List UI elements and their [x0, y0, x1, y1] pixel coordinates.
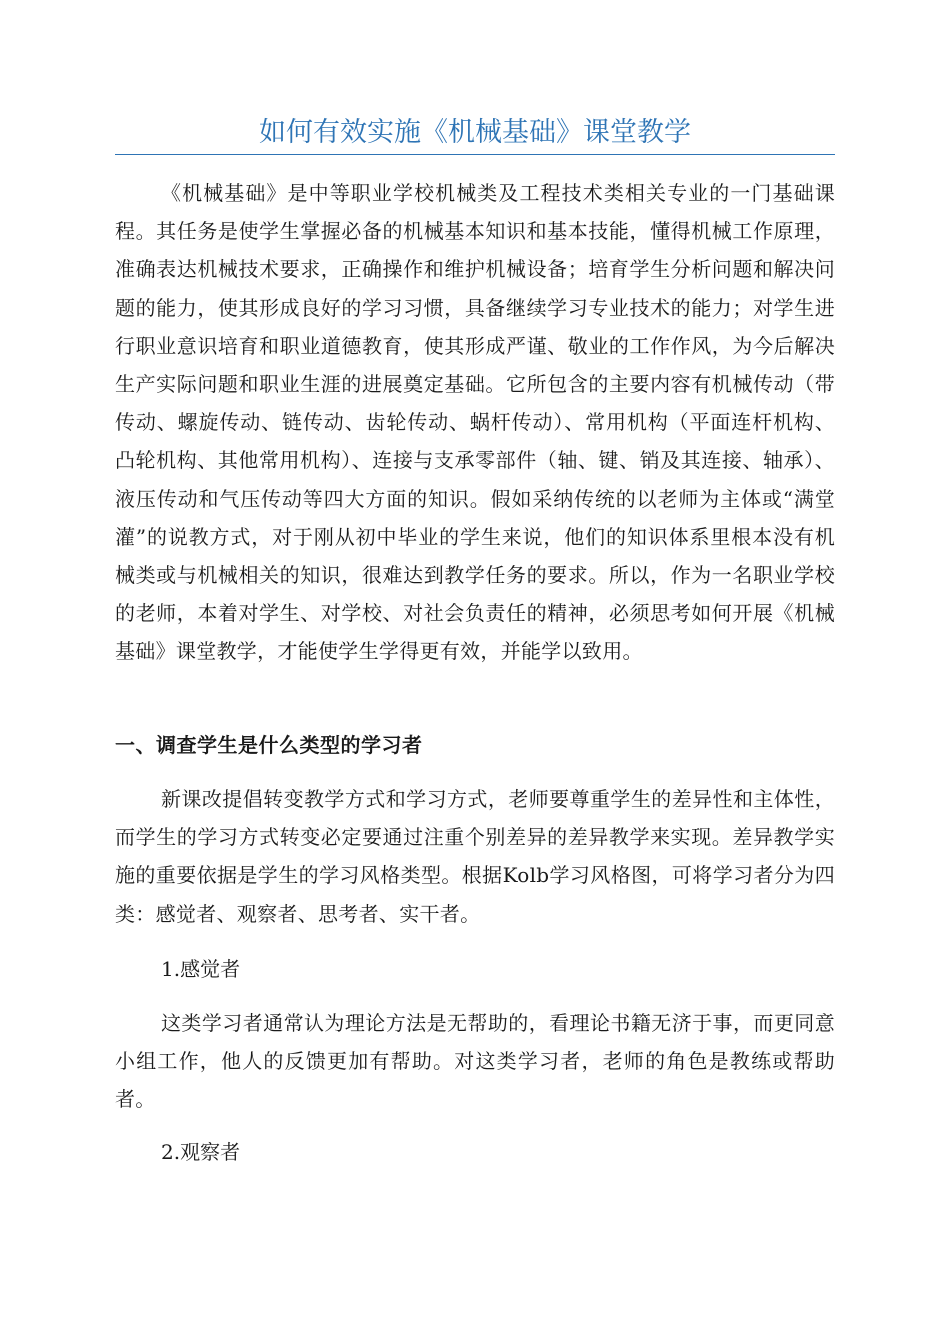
title-underline [115, 154, 835, 155]
item-2-heading: 2.观察者 [161, 1140, 241, 1164]
item-1-heading: 1.感觉者 [161, 957, 241, 981]
document-title: 如何有效实施《机械基础》课堂教学 [259, 117, 691, 148]
item-1-paragraph: 这类学习者通常认为理论方法是无帮助的，看理论书籍无济于事，而更同意小组工作，他人的反馈更加有帮助。对这类学习者，老师的角色是教练或帮助者。 [115, 1011, 835, 1112]
section-1-paragraph: 新课改提倡转变教学方式和学习方式，老师要尊重学生的差异性和主体性，而学生的学习方式转变必定要通过注重个别差异的差异教学来实现。差异教学实施的重要依据是学生的学习风格类型。根据Kolb学习风格图，可将学习者分为四类：感觉者、观察者、思考者、实干者。 [115, 787, 835, 926]
intro-paragraph: 《机械基础》是中等职业学校机械类及工程技术类相关专业的一门基础课程。其任务是使学生掌握必备的机械基本知识和基本技能，懂得机械工作原理，准确表达机械技术要求，正确操作和维护机械设备；培育学生分析问题和解决问题的能力，使其形成良好的学习习惯，具备继续学习专业技术的能力；对学生进行职业意识培育和职业道德教育，使其形成严谨、敬业的工作作风，为今后解决生产实际问题和职业生涯的进展奠定基础。它所包含的主要内容有机械传动（带传动、螺旋传动、链传动、齿轮传动、蜗杆传动）、常用机构（平面连杆机构、凸轮机构、其他常用机构）、连接与支承零部件（轴、键、销及其连接、轴承）、液压传动和气压传动等四大方面的知识。假如采纳传统的以老师为主体或“满堂灌”的说教方式，对于刚从初中毕业的学生来说，他们的知识体系里根本没有机械类或与机械相关的知识，很难达到教学任务的要求。所以，作为一名职业学校的老师，本着对学生、对学校、对社会负责任的精神，必须思考如何开展《机械基础》课堂教学，才能使学生学得更有效，并能学以致用。 [115, 181, 835, 664]
section-1-heading: 一、调查学生是什么类型的学习者 [115, 733, 423, 757]
